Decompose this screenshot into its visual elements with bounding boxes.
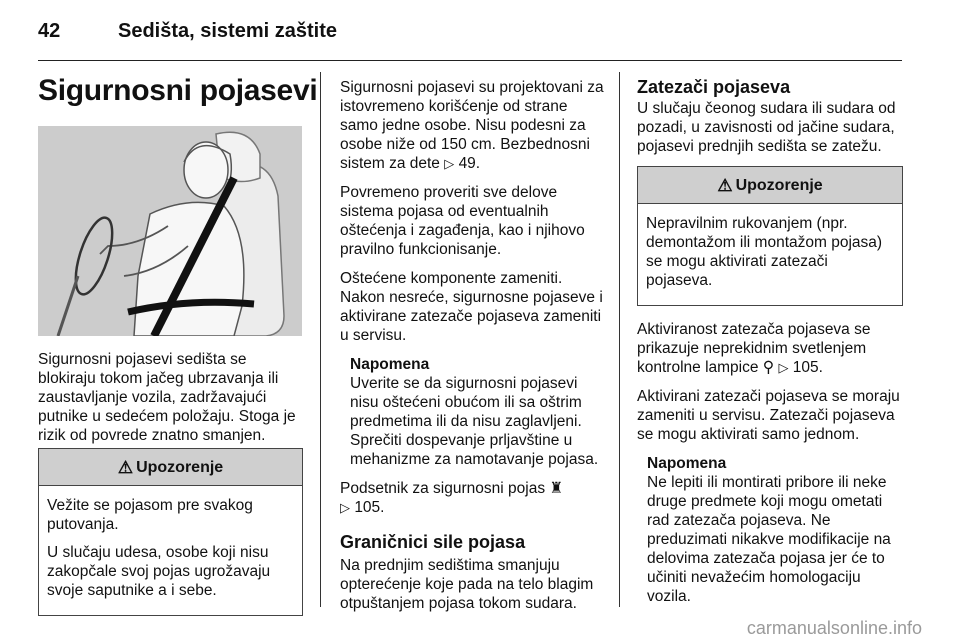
page-number: 42: [38, 20, 61, 42]
column-3: [637, 78, 903, 616]
seatbelt-illustration: [38, 126, 302, 336]
page-reference-icon: ▷: [340, 500, 350, 515]
warning-text-1: Vežite se pojasom pre svakog putovanja.: [47, 497, 253, 533]
subheading-pretensioners: Zatezači pojaseva: [637, 77, 791, 97]
intro-paragraph: Sigurnosni pojasevi sedišta se blokiraju tokom jačeg ubrzavanja ili zaustavljanje vozila, zadržavajući putnike u sedećem položaju. Stoga je rizik od povrede znatno smanjen.: [38, 351, 296, 444]
note-text: Uverite se da sigurnosni pojasevi nisu oštećeni obućom ili sa oštrim predmetima ili da nisu zaglavljeni. Sprečiti dospevanje prljavštine u mehanizme za namotavanje pojasa.: [350, 375, 599, 468]
note-title: Napomena: [647, 455, 727, 472]
paragraph-replace: Oštećene komponente zameniti. Nakon nesreće, sigurnosne pojaseve i aktivirane zatezače pojaseva zameniti u servisu.: [340, 270, 603, 344]
paragraph-indicator: [637, 320, 903, 377]
seatbelt-icon: ♜: [549, 480, 564, 497]
note-title: Napomena: [350, 356, 430, 373]
paragraph-design-text: Sigurnosni pojasevi su projektovani za istovremeno korišćenje od strane samo jedne osobe. Nisu podesni za osobe niže od 150 cm. Bezbednosni sistem za dete: [340, 79, 604, 172]
note-text: Ne lepiti ili montirati pribore ili neke druge predmete koji mogu ometati rad zatezača pojaseva. Ne preduzimati nikakve modifikacije na delovima zatezača pojasa jer će to učiniti nevažećim homologaciju vozila.: [647, 474, 891, 605]
paragraph-design: [340, 78, 606, 173]
column-divider-2: [619, 72, 620, 607]
paragraph-force-limiters: Na prednjim sedištima smanjuju opterećenje koje pada na telo blagim otpuštanjem pojasa tokom sudara.: [340, 557, 594, 612]
warning-title: Upozorenje: [735, 176, 823, 194]
section-title: Sedišta, sistemi zaštite: [118, 20, 337, 42]
page-reference-icon: ▷: [778, 360, 789, 375]
indicator-text: Aktiviranost zatezača pojaseva se prikazuje neprekidnim svetlenjem kontrolne lampice: [637, 321, 871, 376]
warning-header: [638, 167, 902, 204]
paragraph-reminder: [340, 479, 606, 517]
subheading-force-limiters: Graničnici sile pojasa: [340, 532, 526, 552]
note-box: [340, 355, 606, 469]
watermark: carmanualsonline.info: [746, 618, 922, 638]
column-1: [38, 350, 306, 455]
page-ref-105[interactable]: 105.: [354, 499, 385, 516]
page-ref-105[interactable]: 105.: [792, 359, 823, 376]
page-reference-icon: ▷: [444, 156, 455, 171]
warning-text: Nepravilnim rukovanjem (npr. demontažom ili montažom pojasa) se mogu aktivirati zatezači pojaseva.: [646, 215, 883, 289]
page-ref-49[interactable]: 49.: [458, 155, 481, 172]
warning-triangle-icon: ⚠: [717, 175, 733, 195]
header-rule: [38, 60, 902, 61]
column-2: [340, 78, 606, 623]
reminder-text: Podsetnik za sigurnosni pojas: [340, 480, 546, 497]
warning-box-2: [637, 166, 903, 306]
warning-title: Upozorenje: [136, 458, 224, 476]
warning-body: [39, 486, 302, 615]
warning-box-1: [38, 448, 303, 616]
warning-text-2: U slučaju udesa, osobe koji nisu zakopčale svoj pojas ugrožavaju svoje saputnike a i sebe.: [47, 544, 271, 599]
warning-body: [638, 204, 902, 305]
note-box: [637, 454, 903, 606]
paragraph-inspect: Povremeno proveriti sve delove sistema pojasa od eventualnih oštećenja i zagađenja, kao i njihovo pravilno funkcionisanje.: [340, 184, 585, 258]
page-title: Sigurnosni pojasevi: [38, 74, 318, 107]
column-divider-1: [320, 72, 321, 607]
paragraph-pretensioners: U slučaju čeonog sudara ili sudara od pozadi, u zavisnosti od jačine sudara, pojasevi prednjih sedišta se zatežu.: [637, 100, 896, 155]
warning-triangle-icon: ⚠: [117, 457, 134, 477]
control-lamp-icon: ⚲: [762, 359, 775, 376]
paragraph-activated: Aktivirani zatezači pojaseva se moraju zameniti u servisu. Zatezači pojaseva se mogu aktivirati samo jednom.: [637, 388, 900, 443]
warning-header: [39, 449, 302, 486]
